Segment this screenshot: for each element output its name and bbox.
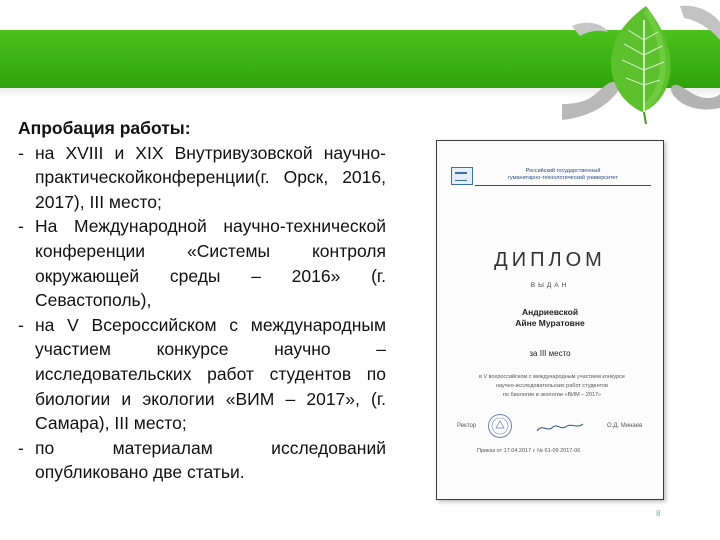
diploma-desc-line: в V всероссийском с международным участием конкурсе (479, 374, 625, 380)
diploma-recipient-given-name: Айне Муратовне (515, 318, 585, 328)
diploma-header-rule (475, 185, 651, 186)
diploma-desc-line: научно-исследовательских работ студентов (495, 383, 609, 389)
diploma-desc-line: по биологии и экологии «ВИМ – 2017» (502, 392, 602, 398)
university-logo-icon (451, 167, 473, 185)
slide-heading: Апробация работы: (18, 118, 191, 138)
diploma-org-line: Российский государственный (525, 168, 601, 174)
diploma-order: Приказ от 17.04.2017 г. № 61-09 2017-06 (477, 448, 581, 454)
diploma-recipient-surname: Андриевской (521, 307, 579, 317)
signature-icon (535, 419, 585, 435)
list-bullet: - (18, 142, 24, 163)
list-bullet: - (18, 314, 24, 335)
seal-icon (487, 413, 513, 439)
list-item-text: на XVIII и XIX Внутривузовской научно-практическойконференции(г. Орск, 2016, 2017), III место; (35, 142, 386, 212)
diploma-title: ДИПЛОМ (494, 249, 606, 271)
left-hand-shape (562, 82, 619, 120)
diploma-issued-label: ВЫДАН (530, 282, 570, 289)
leaf-in-hands-illustration (562, 0, 720, 160)
diploma-image (436, 140, 664, 500)
diploma-signer: О.Д. Минаев (607, 423, 643, 429)
diploma-recipient (437, 307, 663, 329)
diploma-description (459, 373, 645, 400)
right-hand-fingers (680, 6, 720, 40)
list-item (18, 214, 386, 312)
list-item-text: на V Всероссийском с международным участием конкурсе научно – исследовательских работ студентов по биологии и экологии «ВИМ – 2017», (г. Самара), III место; (35, 314, 386, 434)
list-item-text: На Международной научно-технической конференции «Системы контроля окружающей среды – 2016» (г. Севастополь), (35, 216, 386, 311)
diploma-org-line: гуманитарно-технологический университет (508, 175, 618, 181)
list-item (18, 436, 386, 485)
diploma-rector-label: Ректор (457, 423, 477, 429)
right-hand-shape (671, 85, 720, 110)
list-item-text: по материалам исследований опубликовано две статьи. (35, 437, 386, 483)
list-item (18, 313, 386, 436)
diploma-place: за III место (529, 349, 571, 358)
slide-body-text (18, 116, 386, 485)
page-number: 8 (656, 509, 661, 518)
list-bullet: - (18, 437, 24, 458)
leaf-stem (644, 112, 646, 124)
left-hand-fingers (572, 23, 608, 36)
list-item (18, 141, 386, 215)
approbation-list (18, 141, 386, 485)
list-bullet: - (18, 216, 24, 237)
diploma-organization (475, 168, 651, 182)
